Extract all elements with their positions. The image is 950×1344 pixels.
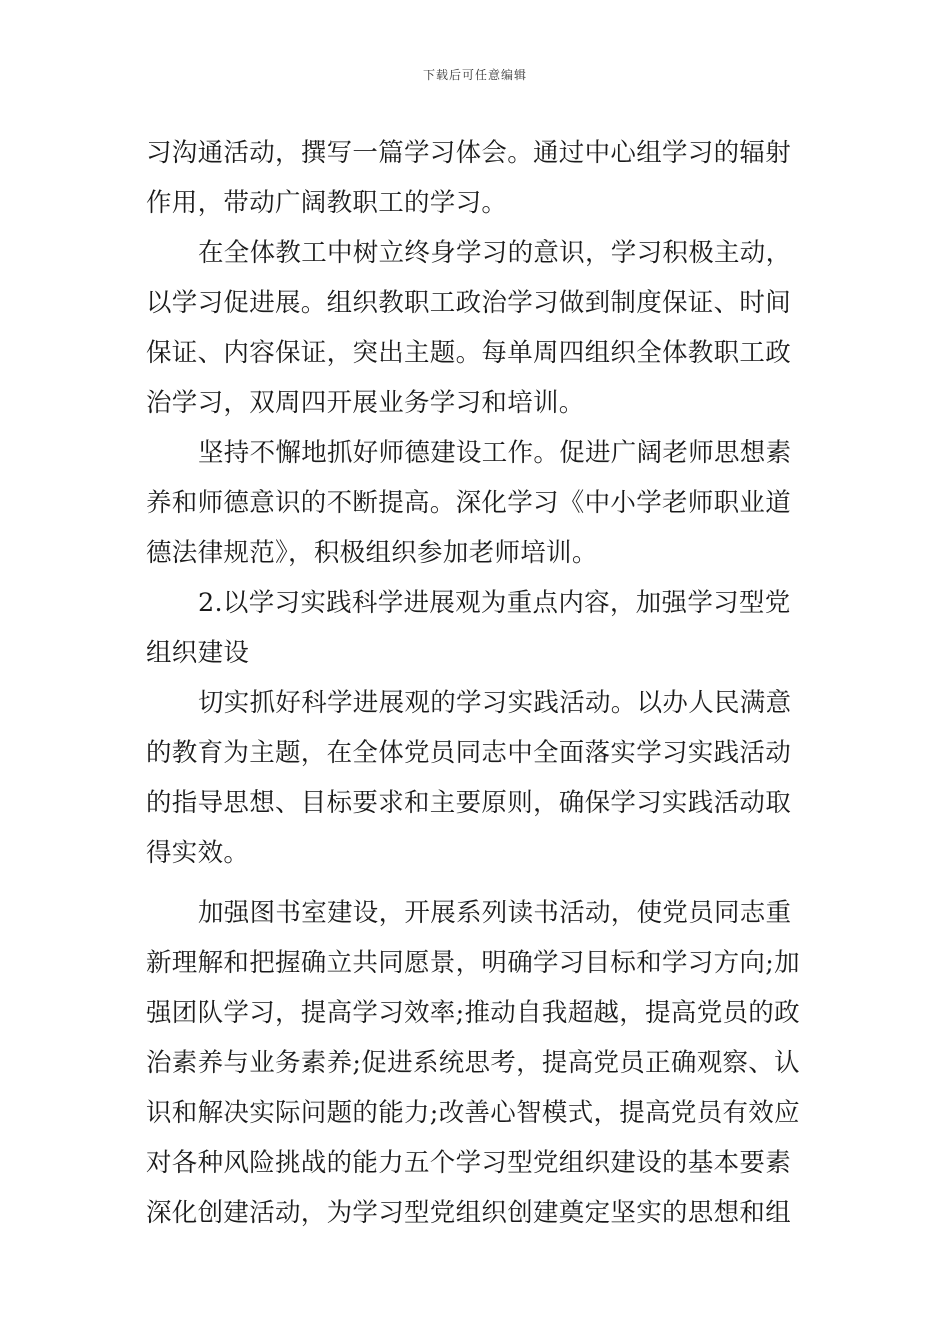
text-line: 治素养与业务素养;促进系统思考，提高党员正确观察、认 bbox=[146, 1048, 800, 1078]
text-line: 对各种风险挑战的能力五个学习型党组织建设的基本要素 bbox=[146, 1148, 792, 1178]
text-line: 新理解和把握确立共同愿景，明确学习目标和学习方向;加 bbox=[146, 948, 800, 978]
paragraph-start-line: 切实抓好科学进展观的学习实践活动。以办人民满意 bbox=[198, 688, 792, 718]
text-line: 养和师德意识的不断提高。深化学习《中小学老师职业道 bbox=[146, 488, 792, 518]
text-line: 德法律规范》，积极组织参加老师培训。 bbox=[146, 538, 598, 568]
page-header: 下载后可任意编辑 bbox=[422, 68, 527, 82]
text-line: 识和解决实际问题的能力;改善心智模式，提高党员有效应 bbox=[146, 1098, 800, 1128]
section-heading-line: 2.以学习实践科学进展观为重点内容，加强学习型党 bbox=[198, 588, 791, 618]
paragraph-start-line: 在全体教工中树立终身学习的意识，学习积极主动， bbox=[198, 238, 792, 268]
paragraph-start-line: 坚持不懈地抓好师德建设工作。促进广阔老师思想素 bbox=[198, 438, 792, 468]
text-line: 治学习，双周四开展业务学习和培训。 bbox=[146, 388, 585, 418]
section-heading-line: 组织建设 bbox=[146, 638, 250, 668]
text-line: 作用，带动广阔教职工的学习。 bbox=[146, 188, 508, 218]
text-line: 的指导思想、目标要求和主要原则，确保学习实践活动取 bbox=[146, 788, 792, 818]
paragraph-start-line: 加强图书室建设，开展系列读书活动，使党员同志重 bbox=[198, 898, 792, 928]
text-line: 深化创建活动，为学习型党组织创建奠定坚实的思想和组 bbox=[146, 1198, 792, 1228]
text-line: 的教育为主题，在全体党员同志中全面落实学习实践活动 bbox=[146, 738, 792, 768]
text-line: 得实效。 bbox=[146, 838, 250, 868]
document-body bbox=[146, 128, 816, 1238]
text-line: 强团队学习，提高学习效率;推动自我超越，提高党员的政 bbox=[146, 998, 800, 1028]
text-line: 保证、内容保证，突出主题。每单周四组织全体教职工政 bbox=[146, 338, 792, 368]
text-line: 以学习促进展。组织教职工政治学习做到制度保证、时间 bbox=[146, 288, 792, 318]
text-line: 习沟通活动，撰写一篇学习体会。通过中心组学习的辐射 bbox=[146, 138, 792, 168]
